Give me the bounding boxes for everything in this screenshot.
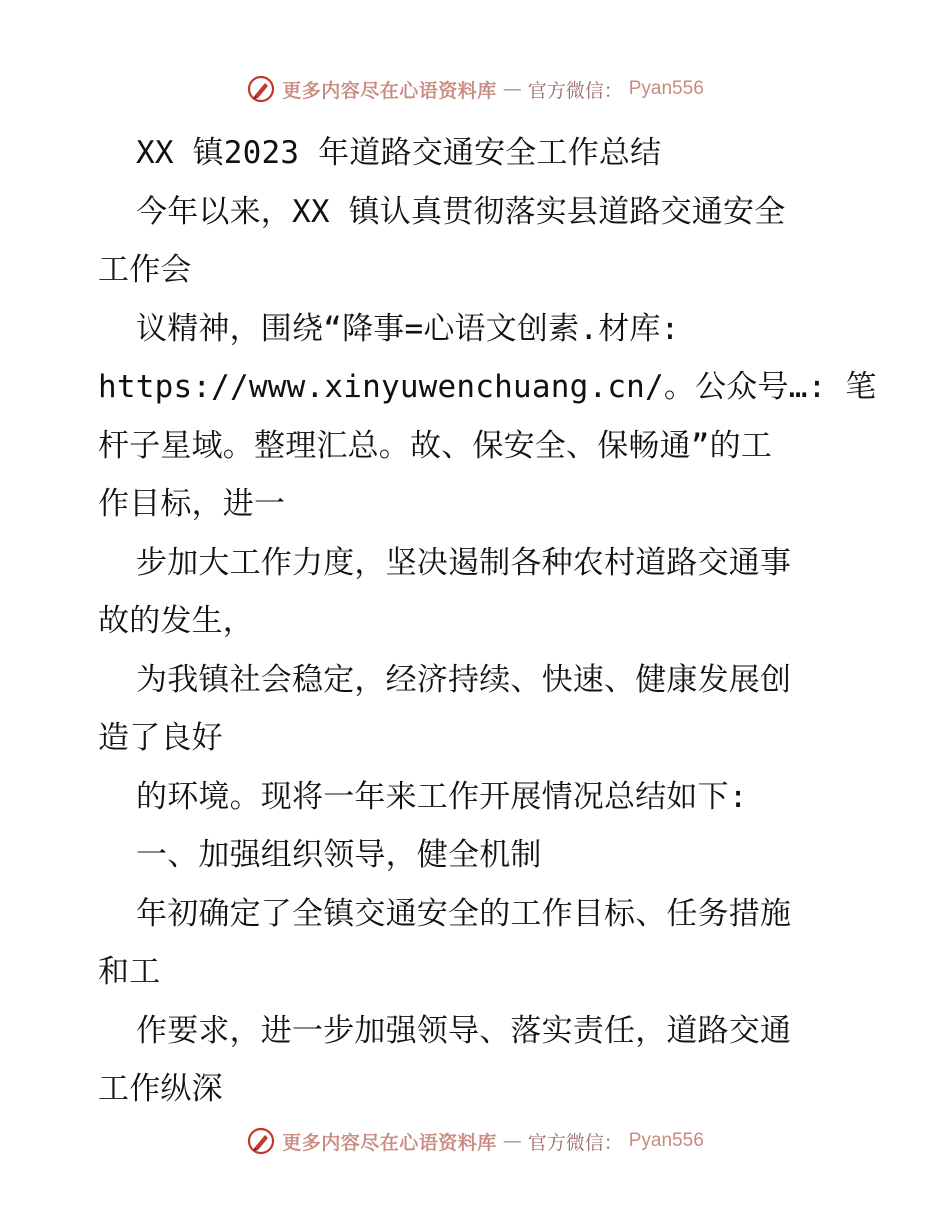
paragraph-line: 杆子星域。整理汇总。故、保安全、保畅通”的工 <box>98 427 773 464</box>
section-heading: 一、加强组织领导，健全机制 <box>136 837 542 873</box>
header-watermark <box>0 72 950 106</box>
footer-watermark <box>0 1124 950 1158</box>
watermark-label: 官方微信： <box>527 1131 623 1154</box>
paragraph-line: 造了良好 <box>98 720 223 756</box>
pen-logo-icon <box>246 74 276 104</box>
paragraph-line: 年初确定了全镇交通安全的工作目标、任务措施 <box>136 895 792 932</box>
paragraph-line: 为我镇社会稳定，经济持续、快速、健康发展创 <box>136 661 792 698</box>
paragraph-line: 议精神，围绕“降事=心语文创素.材库: <box>136 310 680 347</box>
paragraph-line: 和工 <box>98 954 161 990</box>
pen-logo-icon <box>246 1126 276 1156</box>
paragraph-line: 步加大工作力度，坚决遏制各种农村道路交通事 <box>136 544 792 581</box>
watermark-dash: — <box>502 1130 522 1152</box>
paragraph-line: 作要求，进一步加强领导、落实责任，道路交通 <box>136 1012 792 1049</box>
watermark-label: 官方微信： <box>527 79 623 102</box>
paragraph-line: 故的发生， <box>98 603 254 639</box>
paragraph-line: 工作纵深 <box>98 1071 223 1107</box>
paragraph-line: 的环境。现将一年来工作开展情况总结如下: <box>136 778 748 815</box>
document-title: XX 镇2023 年道路交通安全工作总结 <box>136 135 662 171</box>
watermark-wechat-id: Pyan556 <box>628 1130 704 1151</box>
paragraph-line-url: https://www.xinyuwenchuang.cn/。公众号…: 笔 <box>98 369 877 405</box>
watermark-dash: — <box>502 78 522 100</box>
paragraph-line: 作目标，进一 <box>98 486 286 522</box>
watermark-site-text: 更多内容尽在心语资料库 <box>282 79 497 102</box>
paragraph-line: 工作会 <box>98 252 192 288</box>
watermark-wechat-id: Pyan556 <box>628 78 704 99</box>
watermark-site-text: 更多内容尽在心语资料库 <box>282 1131 497 1154</box>
paragraph-line: 今年以来，XX 镇认真贯彻落实县道路交通安全 <box>136 193 786 230</box>
document-body <box>98 124 877 1119</box>
